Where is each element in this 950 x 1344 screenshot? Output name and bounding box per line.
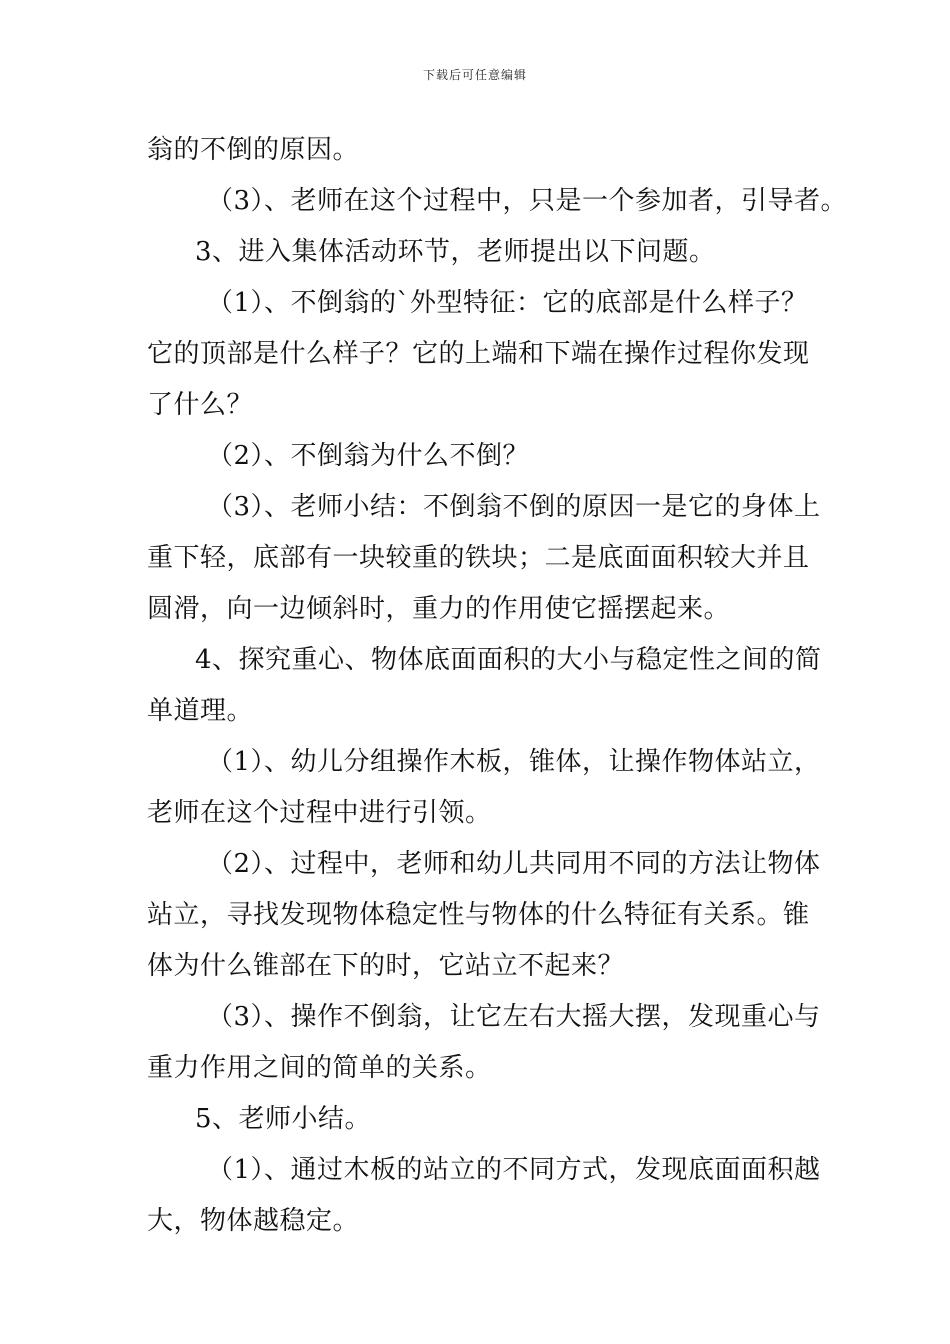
paragraph-line: 重下轻，底部有一块较重的铁块；二是底面面积较大并且 — [147, 543, 810, 573]
paragraph-line: 大，物体越稳定。 — [147, 1206, 360, 1236]
paragraph-line: （3）、操作不倒翁，让它左右大摇大摆，发现重心与 — [207, 1002, 821, 1032]
page-header: 下载后可任意编辑 — [422, 68, 527, 82]
paragraph-line: （1）、不倒翁的`外型特征：它的底部是什么样子？ — [207, 288, 808, 318]
body-text — [147, 125, 848, 1247]
paragraph-line: 单道理。 — [147, 696, 254, 726]
paragraph-line: 它的顶部是什么样子？它的上端和下端在操作过程你发现 — [147, 339, 810, 369]
paragraph-line: （2）、不倒翁为什么不倒？ — [207, 441, 530, 471]
paragraph-line: 4、探究重心、物体底面面积的大小与稳定性之间的简 — [195, 645, 822, 675]
paragraph-line: 圆滑，向一边倾斜时，重力的作用使它摇摆起来。 — [147, 594, 731, 624]
paragraph-line: （2）、过程中，老师和幼儿共同用不同的方法让物体 — [207, 849, 821, 879]
paragraph-line: （3）、老师小结：不倒翁不倒的原因一是它的身体上 — [207, 492, 821, 522]
paragraph-line: （1）、幼儿分组操作木板，锥体，让操作物体站立， — [207, 747, 821, 777]
paragraph-line: 3、进入集体活动环节，老师提出以下问题。 — [195, 237, 716, 267]
paragraph-line: 5、老师小结。 — [195, 1104, 372, 1134]
paragraph-line: （1）、通过木板的站立的不同方式，发现底面面积越 — [207, 1155, 821, 1185]
paragraph-line: 体为什么锥部在下的时，它站立不起来？ — [147, 951, 625, 981]
paragraph-line: （3）、老师在这个过程中，只是一个参加者，引导者。 — [207, 186, 848, 216]
paragraph-line: 站立，寻找发现物体稳定性与物体的什么特征有关系。锥 — [147, 900, 810, 930]
paragraph-line: 老师在这个过程中进行引领。 — [147, 798, 492, 828]
paragraph-line: 了什么？ — [147, 390, 254, 420]
paragraph-line: 翁的不倒的原因。 — [147, 135, 360, 165]
paragraph-line: 重力作用之间的简单的关系。 — [147, 1053, 492, 1083]
